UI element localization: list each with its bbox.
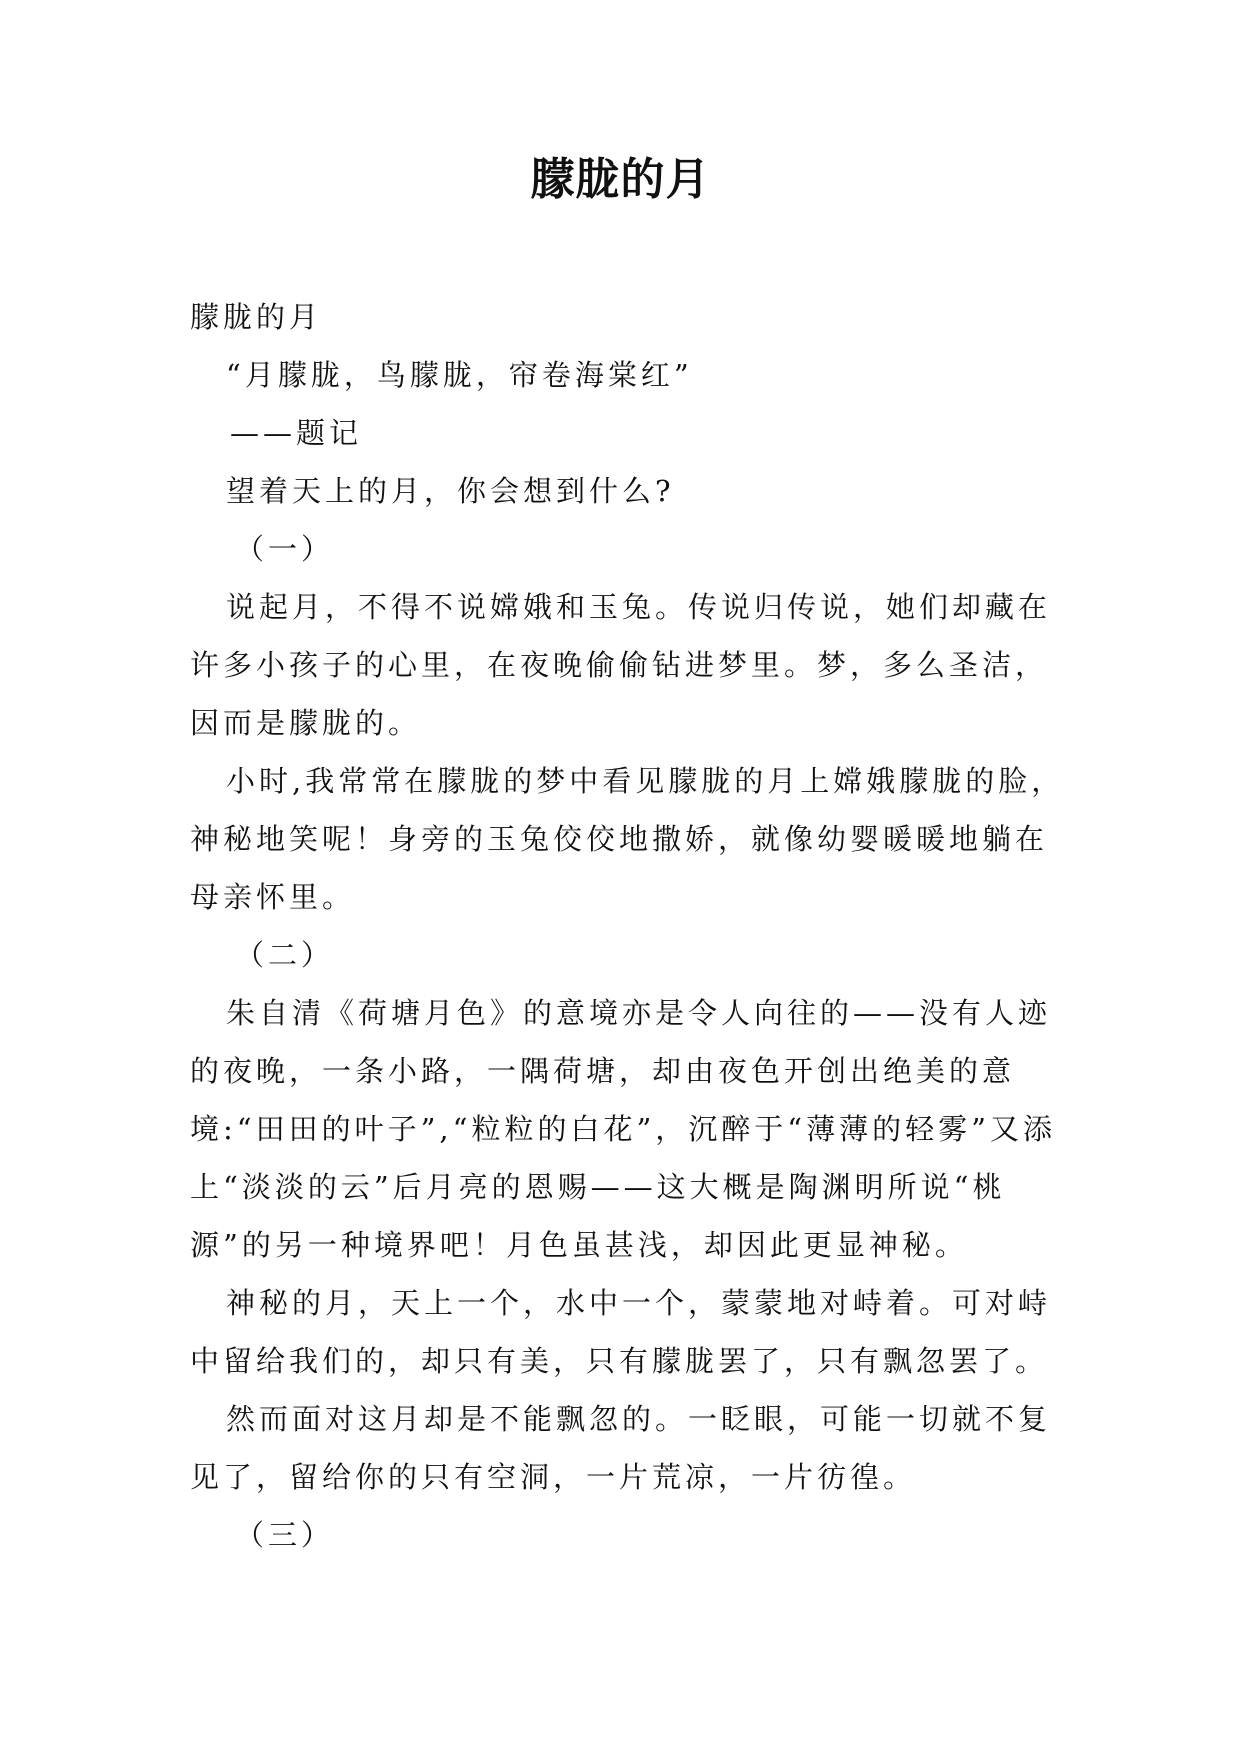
paragraph-heading: 朦胧的月 bbox=[190, 300, 323, 334]
section-marker-1: （一） bbox=[235, 532, 335, 566]
paragraph-epigraph-attribution: ——题记 bbox=[230, 416, 363, 450]
section-marker-3: （三） bbox=[235, 1518, 335, 1552]
document-body bbox=[190, 288, 1070, 1564]
page-title: 朦胧的月 bbox=[530, 154, 711, 205]
paragraph-2: 小时,我常常在朦胧的梦中看见朦胧的月上嫦娥朦胧的脸，神秘地笑呢！身旁的玉兔佼佼地撒娇，就像幼婴暖暖地躺在母亲怀里。 bbox=[190, 764, 1065, 914]
paragraph-epigraph: “月朦胧，鸟朦胧，帘卷海棠红” bbox=[226, 358, 693, 392]
section-marker-2: （二） bbox=[235, 938, 335, 972]
paragraph-1: 说起月，不得不说嫦娥和玉兔。传说归传说，她们却藏在许多小孩子的心里，在夜晚偷偷钻进梦里。梦，多么圣洁，因而是朦胧的。 bbox=[190, 590, 1052, 740]
paragraph-3: 朱自清《荷塘月色》的意境亦是令人向往的——没有人迹的夜晚，一条小路，一隅荷塘，却由夜色开创出绝美的意境:“田田的叶子”,“粒粒的白花”，沉醉于“薄薄的轻雾”又添上“淡淡的云”后月亮的恩赐——这大概是陶渊明所说“桃源”的另一种境界吧！月色虽甚浅，却因此更显神秘。 bbox=[190, 996, 1056, 1262]
paragraph-4: 神秘的月，天上一个，水中一个，蒙蒙地对峙着。可对峙中留给我们的，却只有美，只有朦胧罢了，只有飘忽罢了。 bbox=[190, 1286, 1052, 1378]
paragraph-5: 然而面对这月却是不能飘忽的。一眨眼，可能一切就不复见了，留给你的只有空洞，一片荒凉，一片彷徨。 bbox=[190, 1402, 1052, 1494]
paragraph-question: 望着天上的月，你会想到什么? bbox=[226, 474, 675, 508]
